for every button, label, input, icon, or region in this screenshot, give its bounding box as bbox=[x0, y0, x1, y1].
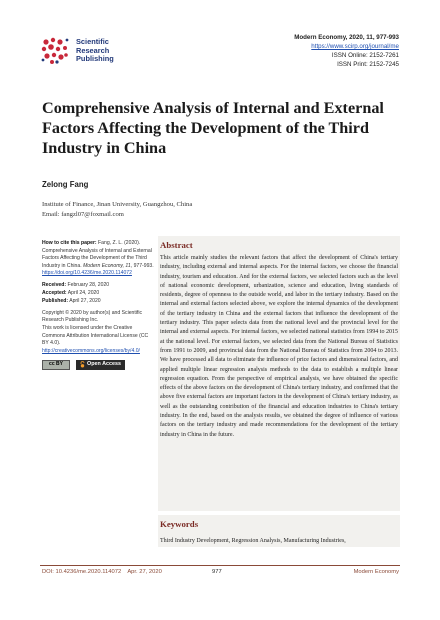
footer-journal: Modern Economy bbox=[353, 569, 399, 575]
dates-block bbox=[42, 282, 154, 305]
published-label: Published: bbox=[42, 297, 69, 304]
creative-commons-icon[interactable]: cc BY bbox=[42, 360, 70, 370]
journal-citation: Modern Economy, 2020, 11, 977-993 bbox=[294, 34, 399, 41]
open-access-label: Open Access bbox=[87, 361, 121, 368]
publisher-line-2: Research bbox=[76, 45, 110, 55]
published-date: April 27, 2020 bbox=[69, 297, 101, 304]
license-url-link[interactable]: http://creativecommons.org/licenses/by/4.0/ bbox=[42, 347, 140, 354]
keywords-text: Third Industry Development, Regression Analysis, Manufacturing Industries, bbox=[160, 538, 346, 544]
footer-doi-text: DOI: 10.4236/me.2020.114072 bbox=[42, 569, 122, 575]
open-access-icon bbox=[80, 361, 85, 368]
issn-print: ISSN Print: 2152-7245 bbox=[337, 61, 399, 68]
accepted-label: Accepted: bbox=[42, 290, 67, 297]
received-date: February 28, 2020 bbox=[67, 282, 110, 289]
copyright-text: Copyright © 2020 by author(s) and Scientific Research Publishing Inc. bbox=[42, 309, 143, 324]
page-number: 977 bbox=[212, 569, 222, 575]
footer-date: Apr. 27, 2020 bbox=[127, 569, 162, 575]
affiliation-line: Institute of Finance, Jinan University, Guangzhou, China bbox=[42, 201, 193, 208]
abstract-text: This article mainly studies the relevant factors that affect the development of China's tertiary industry, including external and internal aspects. For the internal factors, we choose the financial industry, tourism and education. And for the external factors, we selected factors such as the level of national economic development, urbanization, science and education, living standards of residents, degree of openness to the outside world, and labor in the tertiary industry. Based on the internal and external factors selected above, we explore the internal dynamics of the development of the tertiary industry in China and the external factors that influence the development of the tertiary industry. This paper selects data from the national level and the provincial level for the internal and external aspects. For internal factors, we selected national statistics from 1994 to 2015 at the national level. For external factors, we selected data from the National Bureau of Statistics from 1991 to 2009, and provincial data from the National Bureau of Statistics from 2004 to 2013. We have processed all data to eliminate the influence of price factors and dimensional factors, and applied multiple linear regression analysis methods to the data to establish a multiple linear regression equation. From the perspective of empirical analysis, we have obtained the specific effects of the above factors on the development of China's tertiary industry, and confirmed that the above five external factors are important factors in the development of China's tertiary industry, as well as the outstanding contribution of the financial and education industries to China's tertiary industry. In the end, based on the analysis results, we obtained the degree of influence of various factors on the tertiary industry and made recommendations for the development of the tertiary industry in China in the future. bbox=[160, 255, 398, 438]
license-badges bbox=[42, 360, 154, 370]
accepted-date: April 24, 2020 bbox=[67, 290, 100, 297]
article-info-column bbox=[42, 240, 154, 370]
cite-text: Fang, Z. L. (2020). Comprehensive Analysis of Internal and External Factors Affecting the Development of the Third Industry in China. bbox=[42, 240, 152, 269]
cite-pages: 977-993. bbox=[133, 262, 154, 269]
cite-block bbox=[42, 240, 154, 278]
journal-info bbox=[294, 33, 399, 69]
author-email: Email: fangzl07@foxmail.com bbox=[42, 211, 124, 218]
license-text: This work is licensed under the Creative Commons Attribution International License (CC BY 4.0). bbox=[42, 324, 149, 347]
cite-label: How to cite this paper: bbox=[42, 240, 97, 246]
keywords-heading: Keywords bbox=[160, 519, 199, 529]
footer-doi bbox=[42, 569, 162, 575]
paper-title: Comprehensive Analysis of Internal and External Factors Affecting the Development of the Third Industry in China bbox=[42, 99, 384, 157]
publisher-line-3: Publishing bbox=[76, 54, 114, 64]
cite-journal: Modern Economy, 11, bbox=[83, 262, 133, 269]
author-name: Zelong Fang bbox=[42, 180, 89, 189]
open-access-badge[interactable] bbox=[76, 360, 125, 370]
cite-doi-link[interactable]: https://doi.org/10.4236/me.2020.114072 bbox=[42, 270, 132, 277]
author-affiliation bbox=[42, 200, 192, 220]
abstract-heading: Abstract bbox=[160, 240, 193, 250]
license-block bbox=[42, 310, 154, 356]
issn-online: ISSN Online: 2152-7261 bbox=[331, 52, 399, 59]
publisher-line-1: Scientific bbox=[76, 37, 109, 46]
received-label: Received: bbox=[42, 282, 67, 289]
publisher-name bbox=[76, 38, 114, 64]
footer-divider bbox=[40, 565, 400, 566]
scirp-logo-icon bbox=[40, 36, 70, 66]
journal-url-link[interactable]: https://www.scirp.org/journal/me bbox=[311, 43, 399, 50]
